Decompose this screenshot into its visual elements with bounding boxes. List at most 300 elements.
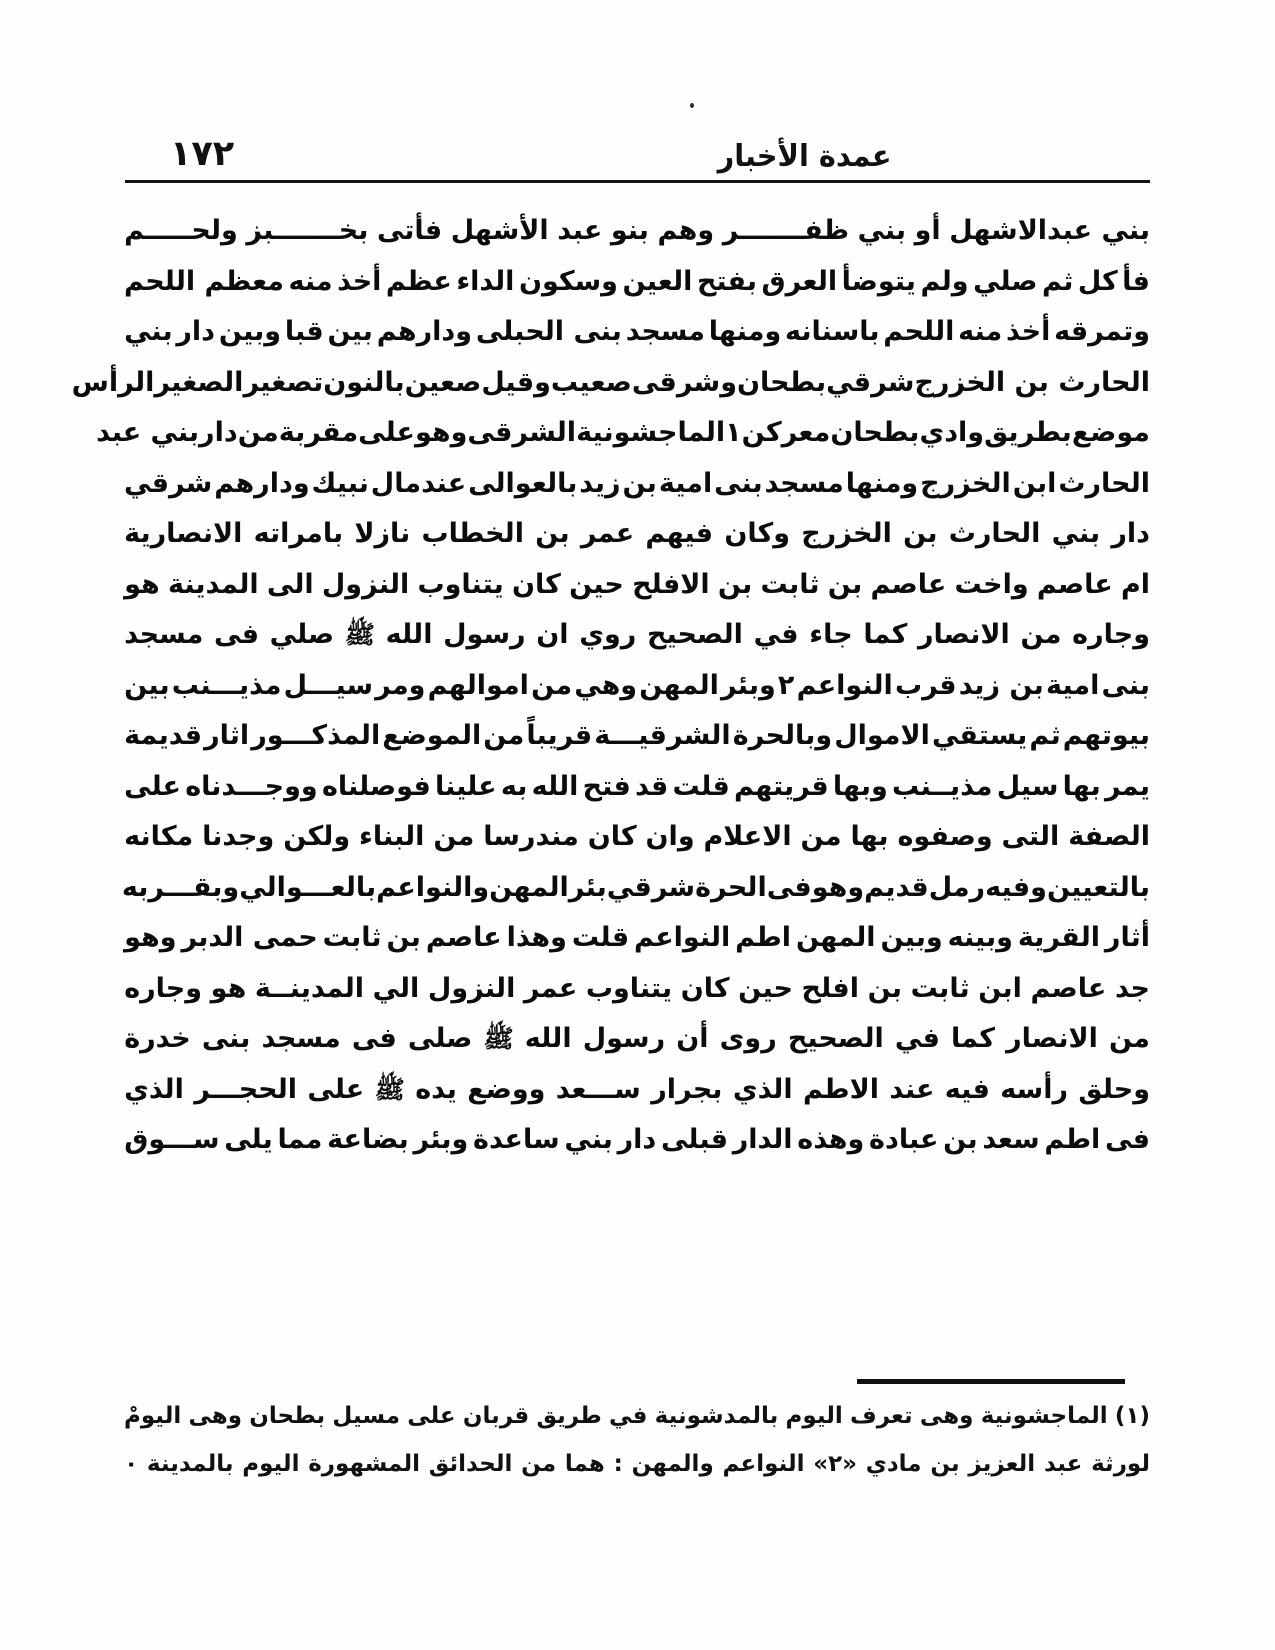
body-word: شرقي (124, 467, 213, 499)
body-word: الي (372, 972, 420, 1004)
body-word: قريتهم (734, 770, 829, 802)
body-word: قديم (864, 871, 929, 903)
body-word: كما (863, 619, 908, 650)
body-word: بها (850, 821, 889, 852)
footnote-word: الحدائق (428, 1451, 513, 1477)
body-word: وجاره (1072, 619, 1150, 650)
body-word: فيهم (645, 518, 714, 549)
body-word: روى (719, 1023, 777, 1054)
body-word: ولكن (283, 821, 351, 852)
body-word: أخذ (1006, 316, 1051, 347)
body-word: الصحيح (646, 619, 743, 650)
footnote-word: طريق (536, 1403, 602, 1429)
footnote-word: العزيز (968, 1451, 1036, 1477)
footnote-word: هما (564, 1451, 605, 1477)
footnote-word: من (521, 1451, 557, 1477)
body-word: بالتعيين (1046, 871, 1150, 903)
page-number: ١٧٢ (170, 134, 235, 174)
body-line (124, 459, 1150, 510)
body-text-block (71, 206, 1150, 1166)
body-word: بن (903, 518, 938, 549)
body-word: بنى الحبلى (475, 316, 622, 347)
body-word: بنى (1101, 669, 1150, 701)
body-word: كان (680, 972, 730, 1004)
body-word: بجرار (651, 1073, 723, 1105)
body-word: الانصار (1006, 1023, 1098, 1054)
body-word: رسول (443, 619, 526, 650)
footnote-word: لورثة (1091, 1451, 1150, 1477)
footnote-word: : (613, 1451, 623, 1477)
body-word: الخزرج (920, 467, 1011, 499)
body-word: وجدنا (202, 821, 275, 852)
body-word: الخزرج (801, 518, 892, 549)
body-word: وبها (832, 770, 888, 802)
body-word: البناء (359, 821, 425, 852)
body-word: بن (535, 518, 570, 549)
body-word: دار (617, 1124, 657, 1155)
body-word: افلح (801, 972, 859, 1004)
body-word: وهذا (506, 922, 567, 953)
body-word: مكانه (124, 821, 194, 852)
body-word: الحرة (695, 871, 767, 903)
body-word: أثار (1104, 922, 1150, 953)
body-word: وشرقى (631, 366, 737, 398)
body-line (124, 812, 1150, 863)
body-word: امية (1045, 669, 1100, 701)
body-word: بن (386, 922, 421, 953)
footnote-word: والمهن (631, 1451, 714, 1477)
footnote-word: المشهورة (308, 1451, 420, 1477)
body-word: على (124, 770, 181, 802)
footnote-block (124, 1392, 1150, 1488)
body-word: ساعدة (473, 1124, 560, 1155)
body-line (124, 509, 1150, 560)
body-word: واخت (954, 568, 1029, 600)
body-line (124, 206, 1150, 257)
body-word: الانصار (917, 619, 1010, 650)
body-word: يلى (224, 1124, 273, 1155)
body-word: صلى (407, 1023, 473, 1054)
body-word: بضاعة (327, 1124, 409, 1155)
body-line (124, 661, 1150, 712)
body-word: فتح (582, 770, 631, 802)
body-word: كل (1077, 265, 1118, 297)
body-word: وبقـــربه (121, 871, 240, 903)
body-word: حين (569, 568, 624, 600)
body-word: وكان (724, 518, 790, 549)
body-word: به (500, 770, 528, 802)
body-word: المدينة (168, 568, 259, 600)
body-word: فأ (1122, 265, 1150, 297)
body-word: ان (536, 619, 569, 650)
body-word: الخطاب (421, 518, 524, 549)
body-word: بني (124, 316, 173, 347)
body-word: وقيل (481, 366, 551, 398)
body-word: بفتح (696, 265, 757, 297)
body-word: فى (1105, 1124, 1150, 1155)
body-word: ام (1120, 568, 1150, 600)
body-word: قد (635, 770, 669, 802)
body-word: الله (385, 619, 433, 650)
body-word: بيوتهم (1062, 720, 1150, 751)
body-word: من (531, 669, 573, 701)
body-line (124, 610, 1150, 661)
body-line (71, 358, 1150, 409)
body-word: بن (943, 1124, 978, 1155)
body-word: كما (951, 1023, 995, 1054)
footnote-word: تعرف (850, 1403, 913, 1429)
footnote-word: قربان (462, 1403, 530, 1429)
body-word: سيـــل (283, 669, 374, 701)
body-word: جاء (809, 619, 853, 650)
body-word: ومر (375, 669, 426, 701)
body-word: يمر (1104, 770, 1150, 802)
footnote-word: اليوم (785, 1403, 843, 1429)
body-word: زيد (579, 467, 621, 499)
body-word: وهم (657, 215, 715, 246)
body-word: الصحيح (787, 1023, 884, 1054)
body-word: بني (1051, 518, 1101, 549)
body-word: المهن (489, 871, 569, 903)
footnote-word: ٠ (124, 1451, 139, 1477)
footnote-word: وهى (188, 1403, 242, 1429)
body-word: الافلح (632, 568, 710, 600)
body-word: وهذه (797, 1124, 865, 1155)
body-word: جد (1114, 972, 1150, 1004)
scan-speck (690, 103, 694, 108)
body-word: المهن (639, 669, 719, 701)
body-word: بنو (610, 215, 649, 246)
body-word: عاصم (870, 568, 947, 600)
body-word: في (753, 619, 799, 650)
footnote-word: على (407, 1403, 456, 1429)
body-word: بني (857, 215, 907, 246)
body-word: علينا (434, 770, 497, 802)
body-word: في (894, 1023, 940, 1054)
body-word: القرية (1017, 922, 1101, 953)
body-word: يتناوب (417, 568, 504, 600)
body-word: فوصلناه (321, 770, 431, 802)
body-word: ابن (1012, 467, 1057, 499)
body-word: الاعلام (703, 821, 792, 852)
body-word: ولم (920, 265, 969, 297)
body-word: وهي (574, 669, 638, 701)
body-line (124, 257, 1150, 308)
body-word: ووجـــدناه (185, 770, 318, 802)
footnote-word: بالمدشونية (654, 1403, 779, 1429)
body-word: ثابت (910, 972, 970, 1004)
body-word: امية (658, 467, 713, 499)
body-word: بامراته (253, 518, 344, 549)
body-word: قلت (672, 770, 730, 802)
body-word: الحارث بن الخزرج (914, 366, 1150, 398)
body-word: الشرقى (467, 417, 577, 448)
body-word: بطريق (984, 417, 1072, 448)
body-word: مسجد (625, 316, 705, 347)
body-word: كان (511, 568, 561, 600)
body-word: والنواعم (376, 871, 490, 903)
body-word: الله (524, 1023, 572, 1054)
body-word: بالعـــوالي (239, 871, 377, 903)
body-word: الذي (124, 1073, 184, 1105)
body-word: ودارهم (214, 467, 310, 499)
body-word: ووضع (467, 1073, 546, 1105)
body-word: الشرقيـــة (594, 720, 731, 751)
body-word: مما (277, 1124, 323, 1155)
body-word: مذيـــنب (171, 669, 282, 701)
body-word: رمل (928, 871, 986, 903)
footnote-word: عبد (1043, 1451, 1083, 1477)
body-word: الحارث (1058, 467, 1150, 499)
body-word: ظفـــــــر (722, 215, 849, 246)
body-word: الرأس (71, 366, 155, 398)
body-word: رأسه (1000, 1073, 1068, 1105)
body-word: ﷺ (483, 1024, 514, 1053)
body-word: فى (214, 619, 259, 650)
body-word: بن زيد (958, 669, 1044, 701)
body-word: الى (266, 568, 314, 600)
body-word: معركن (741, 417, 831, 448)
body-word: نازلا (354, 518, 411, 549)
body-word: كان (587, 821, 637, 852)
body-word: شرقي (606, 871, 696, 903)
body-word: دار (176, 316, 216, 347)
body-word: قلت (571, 922, 630, 953)
body-word: بنى (201, 1023, 251, 1054)
body-word: صلي (973, 265, 1038, 297)
body-word: من (1108, 1023, 1150, 1054)
body-word: بن (867, 972, 902, 1004)
body-word: أن (676, 1023, 709, 1054)
footnote-word: الماجشونية (980, 1403, 1108, 1429)
body-line (124, 762, 1150, 813)
body-word: فأتى (376, 215, 443, 246)
body-word: أخذ (337, 265, 382, 297)
body-word: عندمال (370, 467, 467, 499)
footnote-line (124, 1392, 1150, 1440)
body-word: عمر (523, 972, 578, 1004)
body-word: قريباً (526, 720, 593, 751)
body-word: بين (124, 669, 170, 701)
footnote-word: وهى (919, 1403, 974, 1429)
body-word: ثم (1029, 720, 1061, 751)
body-word: الاطم (802, 1073, 879, 1105)
body-word: التى (1001, 821, 1060, 852)
body-word: الذي (732, 1073, 793, 1105)
body-word: بين (327, 316, 373, 347)
body-line (124, 1115, 1150, 1166)
body-line (124, 964, 1150, 1015)
footnote-word: بطحان (249, 1403, 326, 1429)
body-word: يستقي (931, 720, 1028, 751)
body-word: ثابت (760, 568, 820, 600)
footnote-word: (١) (1114, 1403, 1150, 1429)
body-word: وهو (124, 922, 177, 953)
body-word: بطحان (830, 417, 920, 448)
body-word: وبئر (721, 669, 776, 701)
body-word: هو (210, 972, 247, 1004)
footnote-divider-rule (857, 1379, 1125, 1384)
body-word: مسجد (124, 619, 204, 650)
body-word: يده (415, 1073, 457, 1105)
body-line (124, 1065, 1150, 1116)
body-word: اطم (1044, 1124, 1101, 1155)
body-word: ٢ (777, 669, 795, 701)
body-word: الدار (732, 1124, 793, 1155)
body-word: من (433, 821, 475, 852)
body-word: الماجشونية (576, 417, 726, 448)
body-word: بالنون (323, 366, 405, 398)
body-word: الصفة (1068, 821, 1150, 852)
body-word: معظم اللحم (124, 265, 284, 297)
footnote-word: النواعم (722, 1451, 805, 1477)
body-word: صعيب (550, 366, 632, 398)
body-word: حمى الدبر (181, 922, 318, 953)
body-word: بن (827, 568, 863, 600)
body-word: شرقي (826, 366, 915, 398)
body-word: وجاره (124, 972, 203, 1004)
body-word: الصغير (154, 366, 244, 398)
body-word: رسول (582, 1023, 666, 1054)
body-word: خدرة (124, 1023, 191, 1054)
body-word: صلي (269, 619, 335, 650)
body-word: عاصم (425, 922, 502, 953)
body-word: وصفوه (897, 821, 993, 852)
body-word: فى (351, 1023, 397, 1054)
body-word: بنى (714, 467, 763, 499)
body-word: مقربة (278, 417, 359, 448)
body-word: ودارهم (376, 316, 473, 347)
footnote-word: بن (930, 1451, 960, 1477)
body-word: سيل (996, 770, 1059, 802)
body-word: عاصم (1030, 972, 1107, 1004)
footnote-word: اليومْ (124, 1403, 182, 1429)
body-word: على (307, 1073, 365, 1105)
body-word: وهو (414, 417, 468, 448)
body-word: وبالحرة (732, 720, 833, 751)
body-line (124, 913, 1150, 964)
body-word: مذيــنب (891, 770, 993, 802)
body-word: وان (645, 821, 695, 852)
body-word: صعين (404, 366, 482, 398)
body-word: سعد (982, 1124, 1040, 1155)
body-word: دار (199, 417, 238, 448)
body-word: ثم (1042, 265, 1074, 297)
body-word: وبين (880, 922, 943, 953)
body-word: ومنها (845, 467, 919, 499)
body-word: يتناوب (585, 972, 673, 1004)
body-word: اثار (204, 720, 250, 751)
body-word: أو (914, 215, 941, 246)
body-line (124, 711, 1150, 762)
body-word: هو (124, 568, 160, 600)
body-word: مسجد (261, 1023, 341, 1054)
body-word: الحارث (948, 518, 1041, 549)
body-word: قبلى (660, 1124, 729, 1155)
body-word: بن (622, 467, 657, 499)
book-title: عمدة الأخبار (717, 139, 892, 174)
body-word: من (1020, 619, 1062, 650)
footnote-word: مادي (865, 1451, 922, 1477)
footnote-line (124, 1440, 1150, 1488)
body-word: بئر (568, 871, 607, 903)
body-word: اللحم (883, 316, 955, 347)
body-word: النزول (427, 972, 516, 1004)
body-word: يتوضأ (841, 265, 916, 297)
body-word: من (483, 720, 525, 751)
body-word: قرب (894, 669, 957, 701)
body-word: ســـوق (124, 1124, 220, 1155)
body-word: وبينه (947, 922, 1013, 953)
body-word: ﷺ (374, 1074, 405, 1104)
body-word: وادي (919, 417, 985, 448)
body-word: عند (889, 1073, 935, 1105)
body-word: وسكون (518, 265, 618, 297)
body-word: على (358, 417, 415, 448)
body-word: الداء (456, 265, 515, 297)
page-header (125, 118, 1150, 174)
footnote-word: «٢» (813, 1451, 858, 1477)
footnote-word: في (609, 1403, 648, 1429)
body-word: عاصم (1036, 568, 1113, 600)
body-line (124, 307, 1150, 358)
body-word: ابن (978, 972, 1022, 1004)
body-word: عظم (385, 265, 452, 297)
body-word: دار (1111, 518, 1150, 549)
body-word: فى (766, 871, 812, 903)
body-word: قديمة (124, 720, 203, 751)
body-word: فيه (944, 1073, 990, 1105)
body-word: الاموال (834, 720, 930, 751)
body-word: الله (531, 770, 579, 802)
footnote-word: اليوم (242, 1451, 300, 1477)
body-word: مسجد (764, 467, 844, 499)
footnote-word: مسيل (332, 1403, 400, 1429)
body-word: وفيه (985, 871, 1047, 903)
body-word: وتمرقه (1054, 316, 1150, 347)
body-word: الحجـــر (194, 1073, 298, 1105)
header-divider-rule (125, 180, 1150, 183)
body-word: ثابت (322, 922, 382, 953)
body-word: المهن (795, 922, 876, 953)
body-word: الموضع (382, 720, 482, 751)
body-word: المذكـــور (251, 720, 381, 751)
body-word: ســـعد (555, 1073, 641, 1105)
body-word: الانصارية (124, 518, 243, 549)
body-line (121, 863, 1150, 914)
body-word: ﷺ (344, 620, 375, 649)
body-word: تصغير (243, 366, 324, 398)
body-word: عمر (580, 518, 635, 549)
body-word: موضع (1071, 417, 1150, 448)
body-word: روي (579, 619, 637, 650)
body-word: العرق (761, 265, 838, 297)
body-word: بني عبدالاشهل (949, 215, 1150, 246)
body-word: الأشهل (450, 215, 549, 246)
body-word: عبادة (869, 1124, 939, 1155)
body-word: النواعم (796, 669, 893, 701)
body-line (124, 560, 1150, 611)
body-word: ومنها (708, 316, 782, 347)
body-word: وهو (811, 871, 865, 903)
body-word: منه (288, 265, 333, 297)
body-word: بطحان (737, 366, 827, 398)
body-word: من (237, 417, 279, 448)
body-word: اطم (735, 922, 792, 953)
body-word: وبين (218, 316, 282, 347)
body-word: وحلق (1078, 1073, 1150, 1105)
body-word: وبئر (413, 1124, 469, 1155)
